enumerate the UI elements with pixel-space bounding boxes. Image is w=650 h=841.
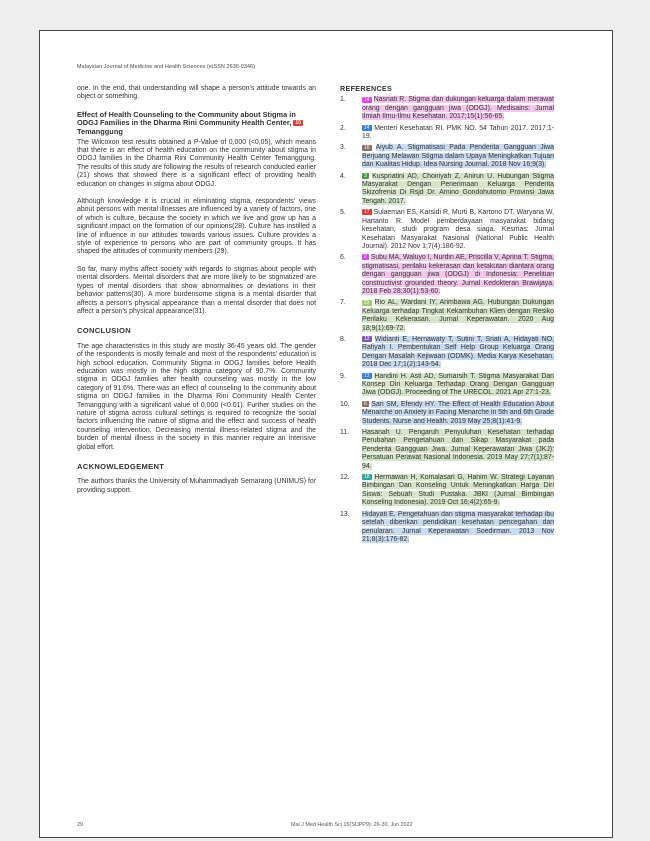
reference-number: 6. <box>340 254 346 262</box>
reference-item <box>340 254 554 296</box>
body-paragraph-3: So far, many myths affect society with regards to stigmas about people with mental disorders. Mental disorders that are more likely to be stigmatized are types of mental disorders that show abnormalities or deviations in their behavior patterns(30). A more burdensome stigma is a mental disorder that affects a person's physical appearance than a mental disorder that does not affect a person's physical appearance(31). <box>77 265 316 315</box>
body-paragraph-1: The Wilcoxon test results obtained a P-Value of 0,000 (<0,05), which means that there is an effect of health education on the community about stigma in ODGJ families in the Dharma Rini Community Health Center Temanggung. The results of this study are following the results of research conducted earlier (21) shows that showed there is a significant effect of providing health education on changes in stigma about ODGJ. <box>77 138 316 188</box>
reference-number: 5. <box>340 209 346 217</box>
reference-item <box>340 299 554 333</box>
reference-text: Nasriati R. Stigma dan dukungan keluarga dalam merawat orang dengan gangguan jiwa (ODGJ). Medisains: Jurnal Ilmiah Ilmu-Ilmu Kesehatan. 2017;15(1):56-65. <box>362 96 554 121</box>
intro-paragraph: one. In the end, that understanding will shape a person's attitude towards an object or something. <box>77 85 316 101</box>
section-heading-a: Effect of Health Counseling to the Community about Stigma in ODGJ Families in the Dharma Rini Community Health Center, <box>77 109 296 128</box>
reference-text: Widianti E, Hernawaty T, Sutini T, Sriati A, Hidayati NO, Rafiyah I. Pembentukan Self Help Group Keluarga Orang Dengan Masalah Kejiwaan (ODMK). Media Karya Kesehatan. 2018 Dec 17;1(2):143-54. <box>362 335 554 369</box>
conclusion-heading: CONCLUSION <box>77 326 132 336</box>
reference-list <box>340 96 554 544</box>
annotation-tag: 17 <box>364 209 370 216</box>
annotation-tag: 12 <box>364 336 370 343</box>
annotation-tag: 24 <box>364 124 370 131</box>
reference-text: Rio AL, Wardani IY, Arimbawa AG. Hubungan Dukungan Keluarga terhadap Tingkat Kekambuhan Klien dengan Resiko Perilaku Kekerasan. Jurnal Keperawatan. 2020 Aug 18;9(1):69-72. <box>362 299 554 332</box>
reference-text: Hidayati E. Pengetahuan dan stigma masyarakat terhadap ibu setelah diberikan pendidikan kesehatan pencegahan dan penularan. Jurnal Keperawatan Soedirman. 2013 Nov 21;8(3):176-82. <box>362 510 554 543</box>
reference-item <box>340 336 554 370</box>
reference-text: Aiyub A. Stigmatisasi Pada Penderita Gangguan Jiwa Berjuang Melawan Stigma dalam Upaya Meningkatkan Tujuan dan Kualitas Hidup. Idea Nursing Journal. 2018 Nov 16;9(3). <box>362 144 554 169</box>
annotation-tag: 18 <box>364 474 370 481</box>
footer-journal: Mal J Med Health Sci 15(SUPP9): 26-30, Jun 2022 <box>291 822 413 828</box>
annotation-tag: 16 <box>364 144 370 151</box>
reference-number: 2. <box>340 124 346 132</box>
reference-text: Handini H. Asti AD, Sumarsih T. Stigma Masyarakat Dan Konsep Diri Keluarga Terhadap Orang Dengan Gangguan Jiwa (ODGJ). Proceeding of The URECOL. 2021 Apr 27:1-23. <box>362 372 554 397</box>
reference-number: 13. <box>340 510 350 518</box>
reference-number: 10. <box>340 400 350 408</box>
reference-item <box>340 144 554 169</box>
references-column <box>340 85 554 547</box>
reference-item <box>340 96 554 121</box>
running-header: Malaysian Journal of Medicine and Health Sciences (eISSN 2636-9346) <box>77 64 256 70</box>
reference-text: Sulaeman ES, Karsidi R, Murti B, Kartono DT, Waryana W, Hartanto R. Model pemberdayaan masyarakat bidang kesehatan, studi program desa siaga. Kesmas: Jurnal Kesehatan Masyarakat Nasional (National Public Health Journal). 2012 Nov 1;7(4):186-92. <box>362 209 554 250</box>
annotation-tag: 22 <box>364 299 370 306</box>
annotation-tag: 14 <box>364 96 370 103</box>
page-number: 29 <box>77 822 83 828</box>
reference-item <box>340 474 554 508</box>
acknowledgement-heading: ACKNOWLEDGEMENT <box>77 462 165 471</box>
reference-text: Hasanah U. Pengaruh Penyuluhan Kesehatan terhadap Perubahan Pengetahuan dan Sikap Masyarakat pada Penderita Gangguan Jiwa. Jurnal Keperawatan Jiwa (JKJ): Persatuan Perawat Nasional Indonesia. 2019 May 27;7(1):87-94. <box>362 429 554 470</box>
left-column <box>77 85 316 504</box>
annotation-tag: 10 <box>295 120 301 127</box>
reference-text: Sari SM, Efendy HY. The Effect of Health Education About Menarche on Anxiety in Facing Menarche in 5th and 6th Grade Students. Nurse and Health. 2019 May 25;8(1):41-9. <box>362 400 555 425</box>
acknowledgement-paragraph: The authors thanks the University of Muhammadiyah Semarang (UNIMUS) for providing support. <box>77 478 316 494</box>
annotation-tag: 3 <box>364 172 367 179</box>
reference-item <box>340 209 554 251</box>
reference-number: 4. <box>340 172 346 180</box>
reference-number: 7. <box>340 299 346 307</box>
reference-number: 1. <box>340 96 346 104</box>
reference-item <box>340 429 554 471</box>
annotation-tag: 6 <box>364 400 367 407</box>
section-heading-b: Temanggung <box>77 127 123 136</box>
reference-number: 11. <box>340 429 350 437</box>
references-heading: REFERENCES <box>340 84 393 93</box>
annotation-tag: 2 <box>364 254 367 261</box>
section-heading <box>77 111 316 137</box>
reference-number: 8. <box>340 335 346 343</box>
body-paragraph-2: Although knowledge it is crucial in eliminating stigma, respondents' views about persons with mental illnesses are influenced by a variety of factors, one of which is culture, because the society in which we live and grow up has a significant impact on the formation of our opinions(28). Culture has instilled a line of influence in our attitudes towards various issues. Culture provides a style of experience to persons who are part of community groups. It has shaped the attitudes of community members (29). <box>77 198 316 256</box>
paper-page <box>39 30 613 838</box>
reference-number: 12. <box>340 474 350 482</box>
reference-text: Menteri Kesehatan RI. PMK NO. 54 Tahun 2017. 2017;1-19. <box>362 124 554 141</box>
reference-item <box>340 511 554 545</box>
reference-text: Hermawan H, Komalasari G, Hanim W. Strategi Layanan Bimbingan Dan Konseling Untuk Meningkatkan Harga Diri Siswa: Sebuah Studi Pustaka. JBKI (Jurnal Bimbingan Konseling Indonesia). 2019 Oct 16;4(2):65-9. <box>362 474 554 507</box>
reference-number: 9. <box>340 372 346 380</box>
reference-item <box>340 401 554 426</box>
reference-item <box>340 173 554 207</box>
reference-item <box>340 125 554 142</box>
reference-item <box>340 373 554 398</box>
reference-number: 3. <box>340 144 346 152</box>
reference-text: Subu MA, Waluyo I, Nurdin AE, Priscilla V, Aprina T. Stigma, stigmatisasi, perilaku kekerasan dan ketakutan diantara orang dengan gangguan jiwa (ODGJ) di Indonesia: Penelitian constructivist grounded theory. Jurnal Kedokteran Brawijaya. 2018 Feb 28;30(1):53-60. <box>362 254 554 295</box>
reference-text: Kuspriatini AD, Choiriyah Z, Anirun U. Hubungan Stigma Masyarakat Dengan Penerimaan Keluarga Penderita Skizofrenia Di Rsjd Dr. Amino Gondohutomo Provinsi Jawa Tengah. 2017. <box>362 172 554 205</box>
conclusion-paragraph: The age characteristics in this study are mostly 36-45 years old. The gender of the respondents is mostly female and most of the respondents' education is high school education. Community Stigma in ODGJ families before Health education was mostly in the high stigma category of 90.7%. Community stigma in ODGJ families after health counseling was mostly in the low category of 91.6%. There was an effect of counseling to the community about stigma on ODGJ families in the Dharma Rini Community Health Center Temanggung with a significant value of 0,000 (<0.01). Further studies on the nature of stigma across cultural settings is required to recognize the social factors influencing the nature of stigma and the effect and success of health counseling intervention. Decreasing mental illness-related stigma and the burden of mental illness in the society in this manner require an intensive global effort. <box>77 342 316 451</box>
annotation-tag: 13 <box>364 372 370 379</box>
